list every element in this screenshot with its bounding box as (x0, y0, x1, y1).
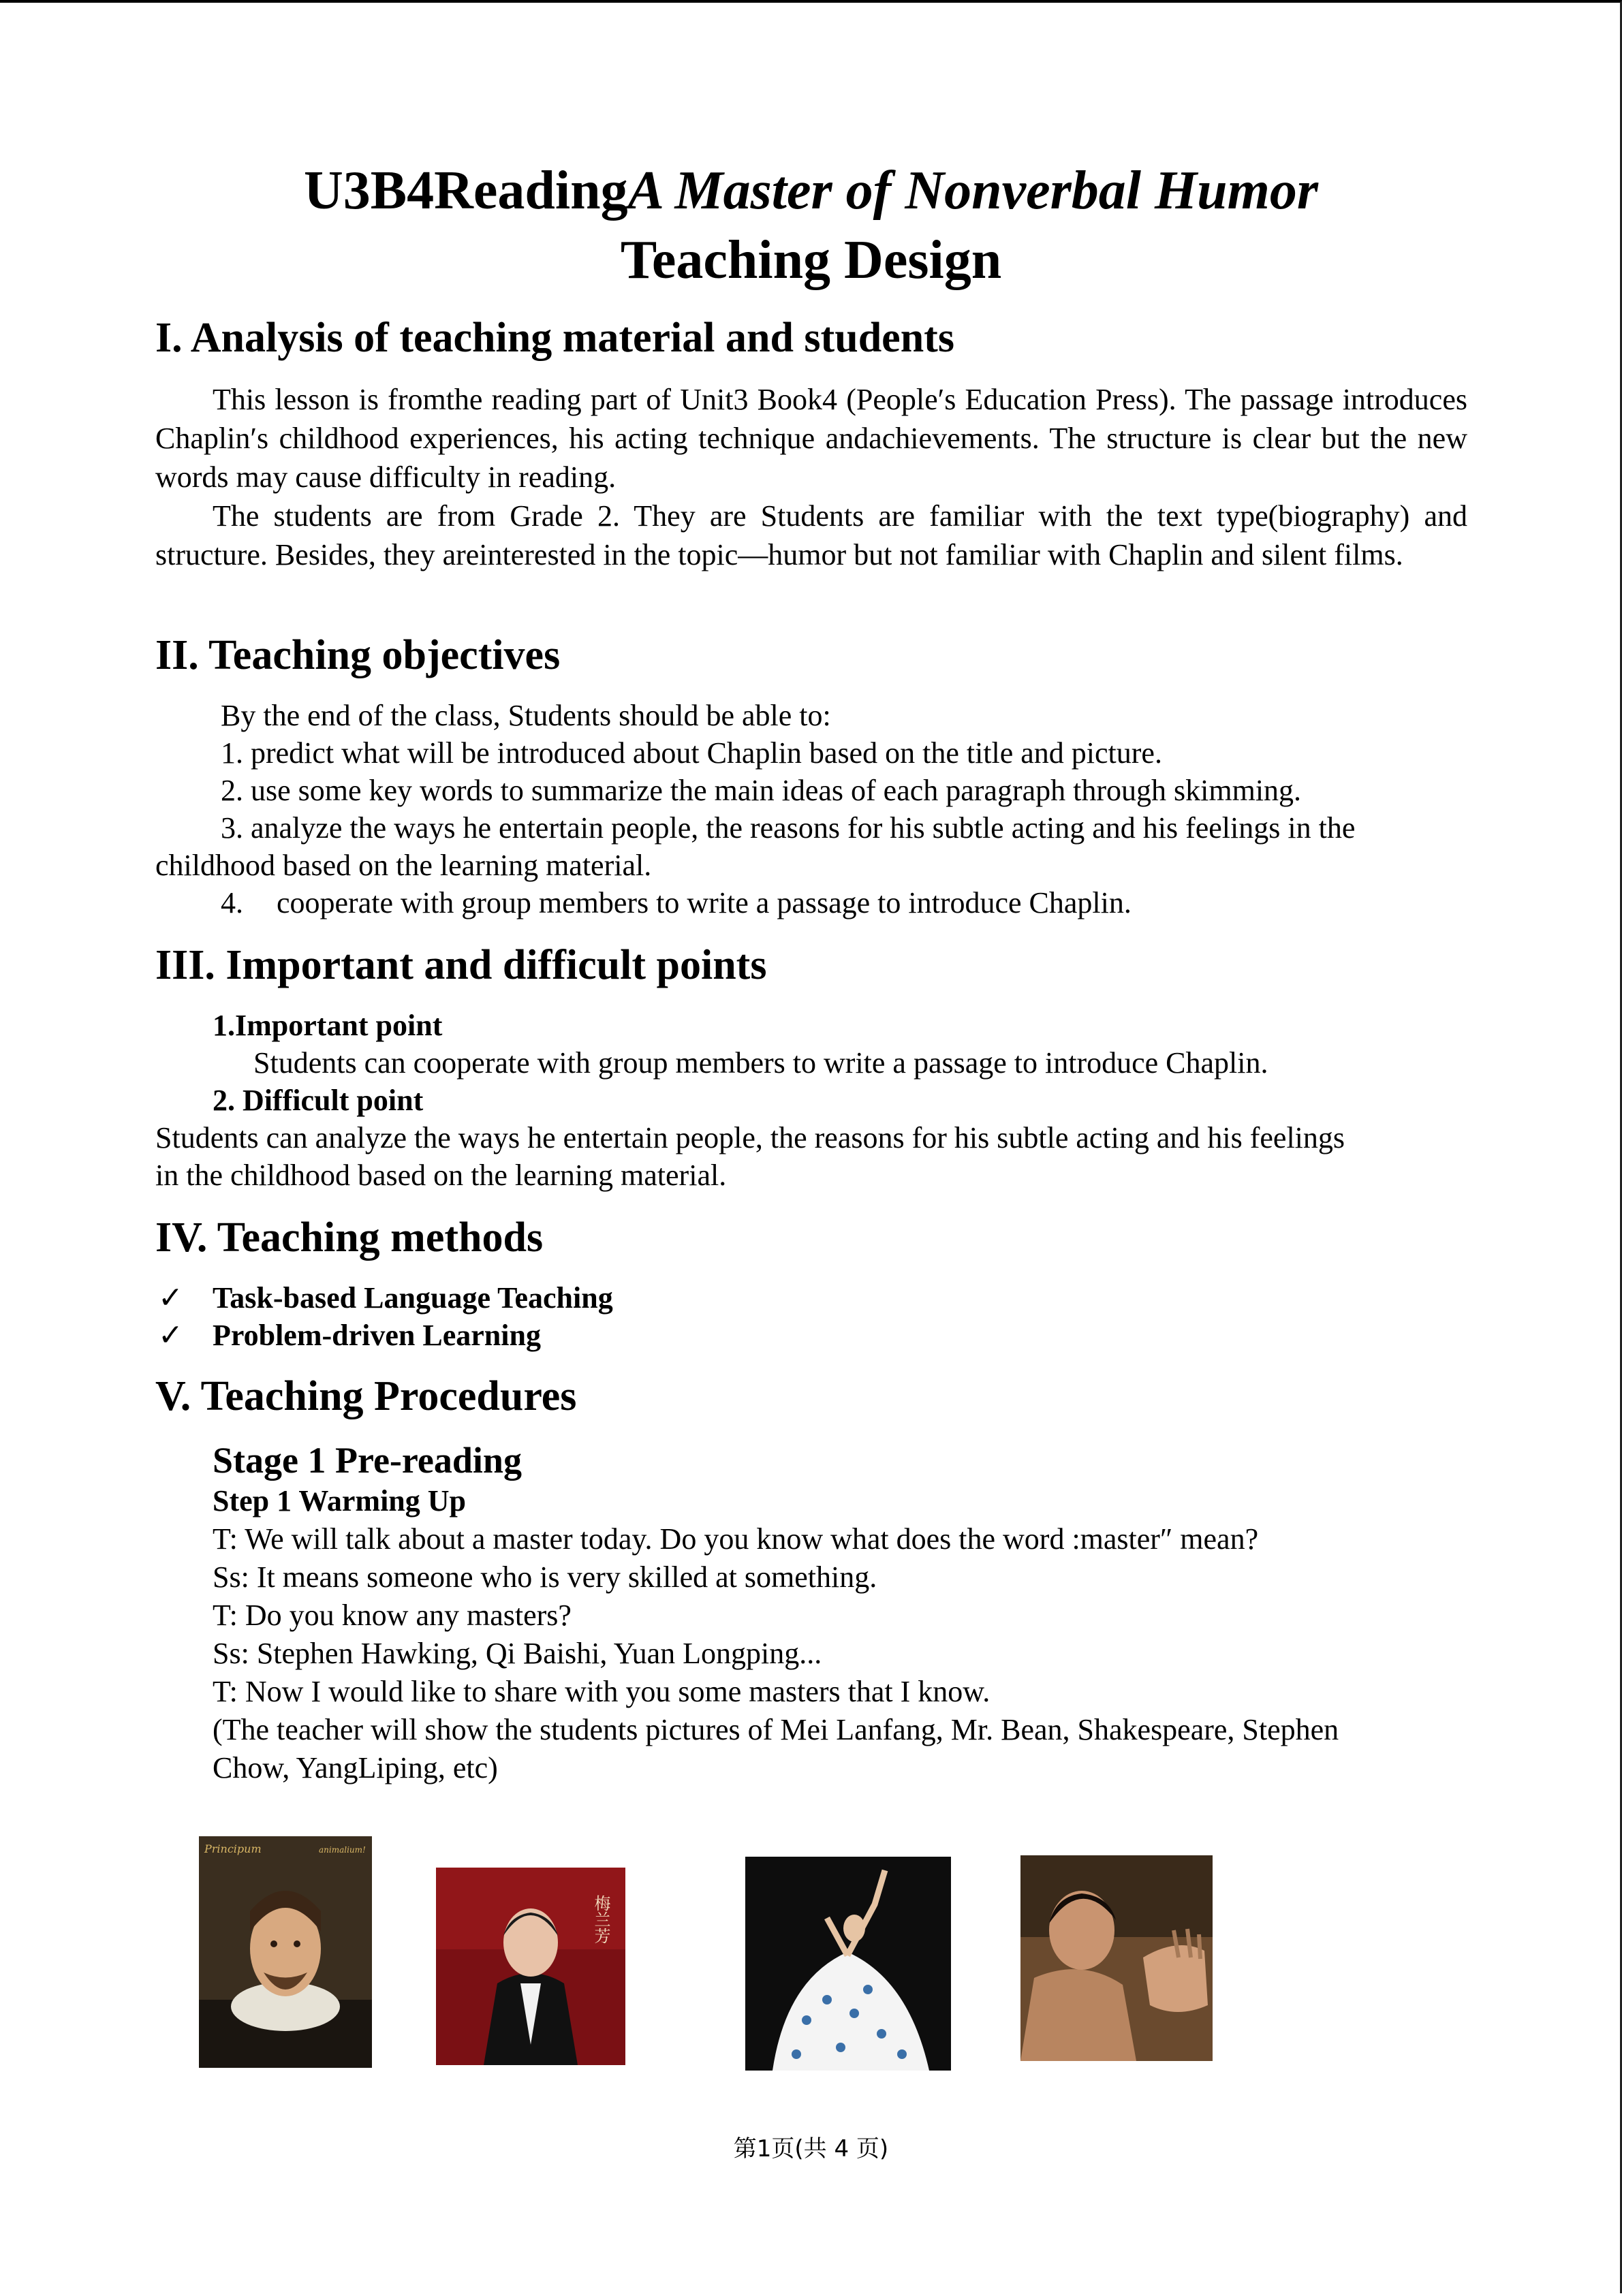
dialogue-line-1: T: We will talk about a master today. Do you know what does the word :master″ mean? (213, 1522, 1259, 1556)
important-point-label: 1.Important point (213, 1009, 443, 1042)
objective-item-2: 2. use some key words to summarize the main ideas of each paragraph through skimming. (221, 774, 1302, 807)
dialogue-line-2: Ss: It means someone who is very skilled at something. (213, 1560, 877, 1594)
section-1-paragraph-2: The students are from Grade 2. They are Students are familiar with the text type(biography) and structure. Besides, they areinterested in the topic—humor but not familiar with Chaplin and silent films. (155, 499, 1467, 571)
teacher-note-line-1: (The teacher will show the students pictures of Mei Lanfang, Mr. Bean, Shakespeare, Stephen (213, 1713, 1339, 1746)
mei-lanfang-poster-image (436, 1868, 625, 2065)
objective-item-4-number: 4. (221, 886, 243, 919)
method-item-2: Problem-driven Learning (213, 1319, 541, 1352)
objective-item-3-continued: childhood based on the learning material. (155, 849, 652, 882)
portrait-caption-right: animalium! (319, 1845, 366, 1855)
objective-item-3: 3. analyze the ways he entertain people, the reasons for his subtle acting and his feelings in the (221, 811, 1356, 845)
dialogue-line-3: T: Do you know any masters? (213, 1599, 572, 1632)
section-2-heading: II. Teaching objectives (155, 632, 561, 678)
checkmark-icon: ✓ (158, 1281, 183, 1315)
document-title-line-2: Teaching Design (620, 230, 1002, 290)
objectives-intro: By the end of the class, Students should be able to: (221, 699, 831, 732)
dialogue-line-5: T: Now I would like to share with you some masters that I know. (213, 1675, 991, 1708)
page-footer: 第1页(共 4 页) (733, 2135, 889, 2163)
checkmark-icon: ✓ (158, 1319, 183, 1352)
important-point-text: Students can cooperate with group members to write a passage to introduce Chaplin. (253, 1046, 1268, 1080)
difficult-point-text-1: Students can analyze the ways he entertain people, the reasons for his subtle acting and his feelings (155, 1121, 1345, 1154)
document-title-line-1: U3B4ReadingA Master of Nonverbal Humor (303, 161, 1319, 221)
objective-item-1: 1. predict what will be introduced about Chaplin based on the title and picture. (221, 736, 1162, 770)
poster-title-text: 梅兰芳 (591, 1895, 610, 1944)
stage-1-heading: Stage 1 Pre-reading (213, 1440, 522, 1481)
section-4-heading: IV. Teaching methods (155, 1214, 544, 1261)
section-5-heading: V. Teaching Procedures (155, 1373, 577, 1419)
document-page (0, 3, 1622, 2296)
difficult-point-text-2: in the childhood based on the learning material. (155, 1159, 727, 1192)
difficult-point-label: 2. Difficult point (213, 1084, 424, 1117)
section-1-heading: I. Analysis of teaching material and students (155, 315, 954, 361)
section-3-heading: III. Important and difficult points (155, 942, 767, 988)
step-1-heading: Step 1 Warming Up (213, 1484, 467, 1517)
portrait-caption-left: Principum (204, 1842, 262, 1855)
yang-liping-dance-image (745, 1857, 951, 2071)
dialogue-line-4: Ss: Stephen Hawking, Qi Baishi, Yuan Longping... (213, 1637, 822, 1670)
objective-item-4: cooperate with group members to write a passage to introduce Chaplin. (277, 886, 1132, 919)
shakespeare-portrait-image (199, 1836, 372, 2068)
method-item-1: Task-based Language Teaching (213, 1281, 613, 1315)
section-1-paragraph-1: This lesson is fromthe reading part of Unit3 Book4 (People′s Education Press). The passage introduces Chaplin′s childhood experiences, his acting technique andachievements. The structure is clear but the new words may cause difficulty in reading. (155, 383, 1467, 494)
bruce-lee-image (1020, 1855, 1213, 2061)
teacher-note-line-2: Chow, YangLiping, etc) (213, 1751, 498, 1784)
